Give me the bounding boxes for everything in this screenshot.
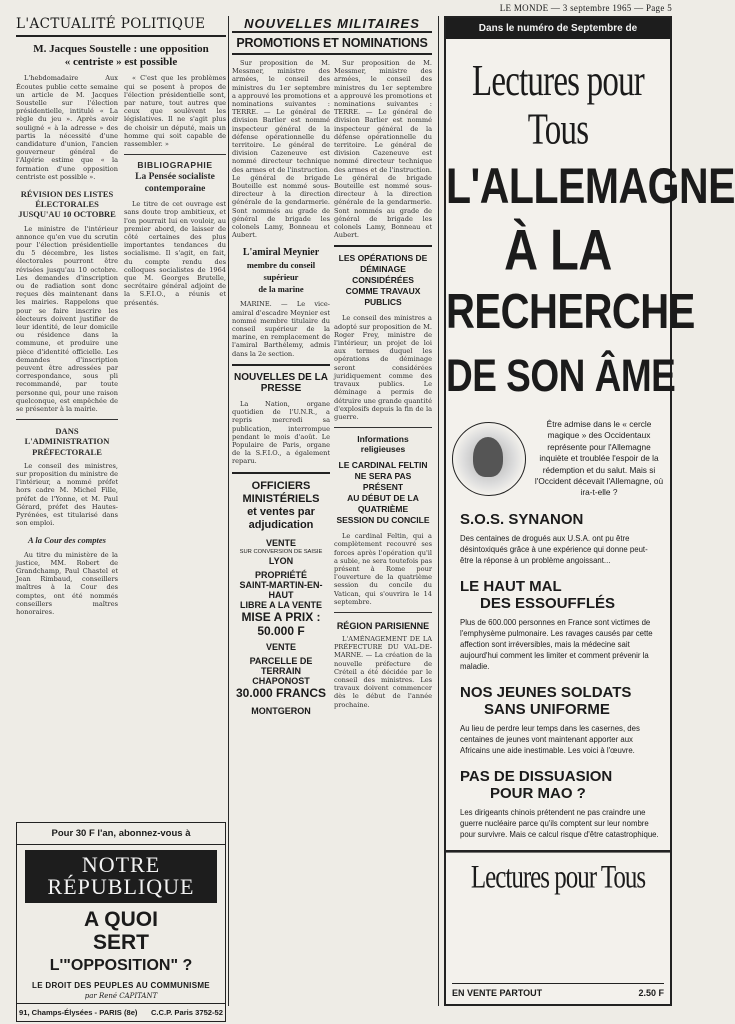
cardinal-line3: AU DÉBUT DE LA QUATRIÈME <box>347 493 419 515</box>
ad-headline <box>17 908 225 977</box>
article-title-soustelle <box>16 43 226 69</box>
ad-address-ccp: C.C.P. Paris 3752-52 <box>150 1008 223 1017</box>
mise-a-prix-2: 30.000 FRANCS <box>235 685 327 700</box>
cover-line4: DE SON ÂME <box>446 350 676 401</box>
ad-notre-republique[interactable] <box>16 822 226 1022</box>
deminage-text <box>334 314 432 421</box>
amiral-paragraph: MARINE. — Le vice-amiral d'escadre Meynier est nommé membre titulaire du conseil supérieur de la marine, en remplacement de l'amiral Barthélemy, admis dans la 2e section. <box>232 300 330 358</box>
divider <box>334 427 432 428</box>
vente-label: VENTE <box>265 537 296 548</box>
deminage-line2: CONSIDÉRÉES <box>352 275 414 286</box>
column-rule <box>228 16 229 1006</box>
cardinal-text <box>334 532 432 606</box>
deminage-title <box>334 253 432 308</box>
biblio-title-line1: La Pensée socialiste <box>135 172 215 183</box>
article-head-synanon: S.O.S. SYNANON <box>460 510 584 528</box>
soldats-line2: SANS UNIFORME <box>484 700 610 718</box>
amiral-line1: L'amiral Meynier <box>242 247 320 259</box>
article-text-synanon: Des centaines de drogués aux U.S.A. ont pu être désintoxiqués grâce à une expérience qui donne peut-être la réponse à un problème angoissant... <box>460 533 648 565</box>
presse-paragraph: La Nation, organe quotidien de l'U.N.R., a repris mercredi sa publication, interrompue pendant le mois d'août. Le Populaire de Paris, organe de la S.F.I.O., a également reparu. <box>232 399 330 466</box>
biblio-head: BIBLIOGRAPHIE <box>137 160 213 171</box>
haut-mal-line2: DES ESSOUFFLÉS <box>480 594 616 612</box>
amiral-title <box>232 247 330 295</box>
mao-line2: POUR MAO ? <box>490 784 586 802</box>
biblio-text: Le titre de cet ouvrage est sans doute trop ambitieux, et l'on pourrait lui en vouloir, au premier abord, de laisser de côté certaines des plus importantes tendances du socialisme. Il s'agit, en fait, du compte rendu des colloques socialistes de 1964 que M. Georges Brutelle, secrétaire général adjoint de la S.F.I.O., a réunis et présentés. <box>124 200 226 307</box>
section-title-politique: L'ACTUALITÉ POLITIQUE <box>16 16 226 37</box>
admin-text: Le conseil des ministres, sur proposition du ministre de l'intérieur, a nommé préfet hors cadre M. Michel Fille, préfet de l'Yonne, et M. Paul Gérard, préfet des Hautes-Pyrénées, est titularisé dans son emploi. <box>16 461 118 528</box>
ad-footer <box>452 983 664 998</box>
deminage-paragraph: Le conseil des ministres a adopté sur proposition de M. Roger Frey, ministre de l'intérieur, un projet de loi aux termes duquel les opérations de déminage seront considérées juridiquement comme des travaux publics. Le déminage a permis de détruire une grande quantité d'explosifs depuis la fin de la guerre. <box>334 314 432 421</box>
ad-address <box>17 1003 225 1021</box>
propriete-label: PROPRIÉTÉ <box>254 569 307 580</box>
cardinal-line2: NE SERA PAS PRÉSENT <box>354 471 412 493</box>
biblio-title-line2: contemporaine <box>144 183 206 194</box>
promo-text-cont <box>334 59 432 239</box>
chaponost-label: CHAPONOST <box>252 675 310 686</box>
logo-line1: NOTRE <box>81 852 161 877</box>
deminage-line3: COMME TRAVAUX PUBLICS <box>345 286 421 308</box>
amiral-text <box>232 300 330 357</box>
amiral-line3: de la marine <box>258 284 304 295</box>
mao-line1: PAS DE DISSUASION <box>460 767 613 785</box>
article-text-soldats: Au lieu de perdre leur temps dans les casernes, des centaines de jeunes vont maintenant apporter aux Africains une aide inestimable. Les voici à l'œuvre. <box>460 723 640 755</box>
revision-title: RÉVISION DES LISTES ÉLECTORALES JUSQU'AU 10 OCTOBRE <box>18 189 116 220</box>
ad-masthead-bottom: Lectures pour Tous <box>446 850 670 897</box>
ad-banner: Dans le numéro de Septembre de <box>446 18 670 39</box>
soustelle-title-line1: M. Jacques Soustelle : une opposition <box>33 43 209 55</box>
article-head-mao <box>446 768 670 802</box>
soustelle-body <box>16 74 226 616</box>
parcelle-label: PARCELLE DE TERRAIN <box>249 655 313 676</box>
soustelle-text-a: L'hebdomadaire Aux Écoutes publie cette semaine un article de M. Jacques Soustelle sur l'élection présidentielle, intitulé « La règle du jeu ». Après avoir souligné « à la adresse » des partis la nécessité d'une candidature d'union, l'ancien gouverneur général de l'Algérie estime que « la formation d'une opposition centriste est possible ». <box>16 74 118 181</box>
vente-sub: SUR CONVERSION DE SAISIE <box>239 548 323 555</box>
ad-address-street: 91, Champs-Élysées - PARIS (8e) <box>19 1008 138 1017</box>
section-title-militaires: NOUVELLES MILITAIRES <box>232 16 432 33</box>
ad-price: 2.50 F <box>638 988 664 998</box>
promo-paragraph-cont: Sur proposition de M. Messmer, ministre des armées, le conseil des ministres du 1er septembre a approuvé les promotions et nominations suivantes : TERRE. — Le général de division Barlier est nommé inspecteur général de la défense opérationnelle du territoire. Le général de division Cazeneuve est nommé directeur technique des armes et de l'instruction. Le général de brigade Bouteille est nommé sous-directeur à la direction générale de la gendarmerie. Sont nommés au grade de général de brigade les colonels Lamy, Bonneau et Aubert. <box>334 59 432 240</box>
divider <box>232 472 330 474</box>
ad-headline-line3: L'"OPPOSITION" ? <box>49 957 193 974</box>
soustelle-col-b <box>124 74 226 616</box>
ad-subtitle: LE DROIT DES PEUPLES AU COMMUNISME <box>32 981 210 990</box>
libre-label: LIBRE A LA VENTE <box>239 599 322 610</box>
article-head-haut-mal <box>446 578 670 612</box>
portrait-image <box>452 422 526 496</box>
revision-text: Le ministre de l'intérieur annonce qu'en vue du scrutin pour l'élection présidentielle du 5 décembre, les listes électorales pourront être révisées jusqu'au 10 octobre. Les demandes d'inscription ou de radiation sont donc reçues dès maintenant dans les mairies. Rappelons que pour se faire inscrire les électeurs doivent justifier de leur identité, de leur domicile ou résidence dans la commune, et produire une pièce d'identité officielle. Les demandes d'inscription peuvent être adressées par correspondance, sous pli recommandé, par toute personne qui, pour une raison quelconque, est empêchée de se présenter à la mairie. <box>16 224 118 414</box>
vente-label-2: VENTE <box>265 641 296 652</box>
amiral-line2: membre du conseil supérieur <box>246 260 316 283</box>
admin-title <box>16 426 118 457</box>
cover-line3: RECHERCHE <box>446 285 695 339</box>
cover-line1: L'ALLEMAGNE <box>446 157 735 214</box>
presse-text <box>232 400 330 466</box>
cardinal-paragraph: Le cardinal Feltin, qui a complètement recouvré ses forces après l'opération qu'il a subie, ne sera toutefois pas présent à Rome pour l'ouverture de la quatrième session du concile du Vatican, qui s'ouvrira le 14 septembre. <box>334 532 432 606</box>
abonnement-line: Pour 30 F l'an, abonnez-vous à <box>17 823 225 845</box>
ad-headline-line1: A QUOI <box>84 908 158 931</box>
promo-title: PROMOTIONS ET NOMINATIONS <box>232 33 432 55</box>
region-paragraph: L'AMÉNAGEMENT DE LA PRÉFECTURE DU VAL-DE-MARNE. — La création de la nouvelle préfecture de Créteil a été décidée par le conseil des ministres. Les travaux doivent commencer dès le début de l'année prochaine. <box>334 634 432 709</box>
region-parisienne-title: RÉGION PARISIENNE <box>336 620 430 631</box>
page-header: LE MONDE — 3 septembre 1965 — Page 5 <box>499 3 672 13</box>
haut-mal-line1: LE HAUT MAL <box>460 577 562 595</box>
cardinal-line4: SESSION DU CONCILE <box>336 515 430 526</box>
column-politique <box>16 16 226 1016</box>
promo-text <box>232 59 330 239</box>
column-ad-lectures <box>444 16 735 1016</box>
ad-headline-line2: SERT <box>92 931 149 954</box>
saint-martin-label: SAINT-MARTIN-EN-HAUT <box>239 579 323 600</box>
cardinal-line1: LE CARDINAL FELTIN <box>338 460 428 471</box>
cour-title: A la Cour des comptes <box>28 535 106 546</box>
promo-paragraph: Sur proposition de M. Messmer, ministre des armées, le conseil des ministres du 1er septembre a approuvé les promotions et nominations suivantes : TERRE. — Le général de division Barlier est nommé inspecteur général de la défense opérationnelle du territoire. Le général de division Cazeneuve est nommé directeur technique des armes et de l'instruction. Le général de brigade Bouteille est nommé sous-directeur à la direction générale de la gendarmerie. Sont nommés au grade de général de brigade les colonels Lamy, Bonneau et Aubert. <box>232 59 330 240</box>
officiers-line2: et ventes par adjudication <box>247 505 315 531</box>
cardinal-title <box>334 460 432 526</box>
column-rule <box>438 16 439 1006</box>
divider <box>16 419 118 420</box>
mise-a-prix-1: MISE A PRIX : 50.000 F <box>241 609 321 638</box>
en-vente-partout: EN VENTE PARTOUT <box>452 988 543 998</box>
soustelle-col-a <box>16 74 118 616</box>
soustelle-text-b: « C'est que les problèmes qui se posent à propos de l'élection présidentielle sont, par nature, tout autres que ceux que soulèvent les législatives. Il ne s'agit plus de choisir un député, mais un homme qui soit capable de rassembler. » <box>124 74 226 148</box>
lyon-label: LYON <box>268 555 294 566</box>
deminage-line1: LES OPÉRATIONS DE DÉMINAGE <box>338 253 428 275</box>
soldats-line1: NOS JEUNES SOLDATS <box>460 683 632 701</box>
presse-title: NOUVELLES DE LA PRESSE <box>234 371 328 394</box>
col2-right <box>334 59 432 716</box>
info-religieuses: Informations religieuses <box>357 434 409 455</box>
ad-lectures-pour-tous[interactable] <box>444 16 735 1006</box>
biblio-title <box>124 172 226 195</box>
cover-line2: À LA <box>504 217 612 282</box>
admin-title-line1: DANS L'ADMINISTRATION <box>24 426 110 447</box>
ad-author: par René CAPITANT <box>84 992 158 1000</box>
divider <box>232 364 330 366</box>
ad-cover-title <box>446 155 735 407</box>
officiers-title <box>232 480 330 532</box>
divider <box>124 154 226 155</box>
column-militaires <box>232 16 432 1016</box>
montgeron-label: MONTGERON <box>251 705 311 716</box>
admin-title-line2: PRÉFECTORALE <box>32 446 102 457</box>
ad-quote: Être admise dans le « cercle magique » des Occidentaux représente pour l'Allemagne inquiète et troublée l'espoir de la rédemption et du salut. Mais si l'Occident décevait l'Allemagne, où ira-t-elle ? <box>534 419 664 498</box>
officiers-line1: OFFICIERS MINISTÉRIELS <box>242 479 320 505</box>
col2-body <box>232 59 432 716</box>
article-head-soldats <box>446 684 670 718</box>
region-text <box>334 635 432 709</box>
divider <box>334 612 432 613</box>
ad-quote-block <box>452 419 664 499</box>
article-text-mao: Les dirigeants chinois prétendent ne pas craindre une guerre nucléaire parce qu'ils comptent sur leur nombre pour survivre. Mais ce calcul risque d'être catastrophique. <box>460 807 659 839</box>
notre-republique-logo <box>25 850 217 903</box>
divider <box>334 245 432 247</box>
cour-text: Au titre du ministère de la justice, MM. Robert de Grandchamp, Paul Chastel et Jean Rimbaud, conseillers maîtres à la Cour des comptes, ont été nommés conseillers maîtres honoraires. <box>16 550 118 617</box>
soustelle-title-line2: « centriste » est possible <box>64 56 178 69</box>
article-text-haut-mal: Plus de 600.000 personnes en France sont victimes de l'emphysème pulmonaire. Les ravages causés par cette affection sont irréversibles, mais la médecine sait aujourd'hui comment les limiter et comment prévenir la maladie. <box>460 617 653 671</box>
logo-line2: RÉPUBLIQUE <box>47 874 195 899</box>
col2-left <box>232 59 330 716</box>
ad-masthead: Lectures pour Tous <box>472 57 644 155</box>
